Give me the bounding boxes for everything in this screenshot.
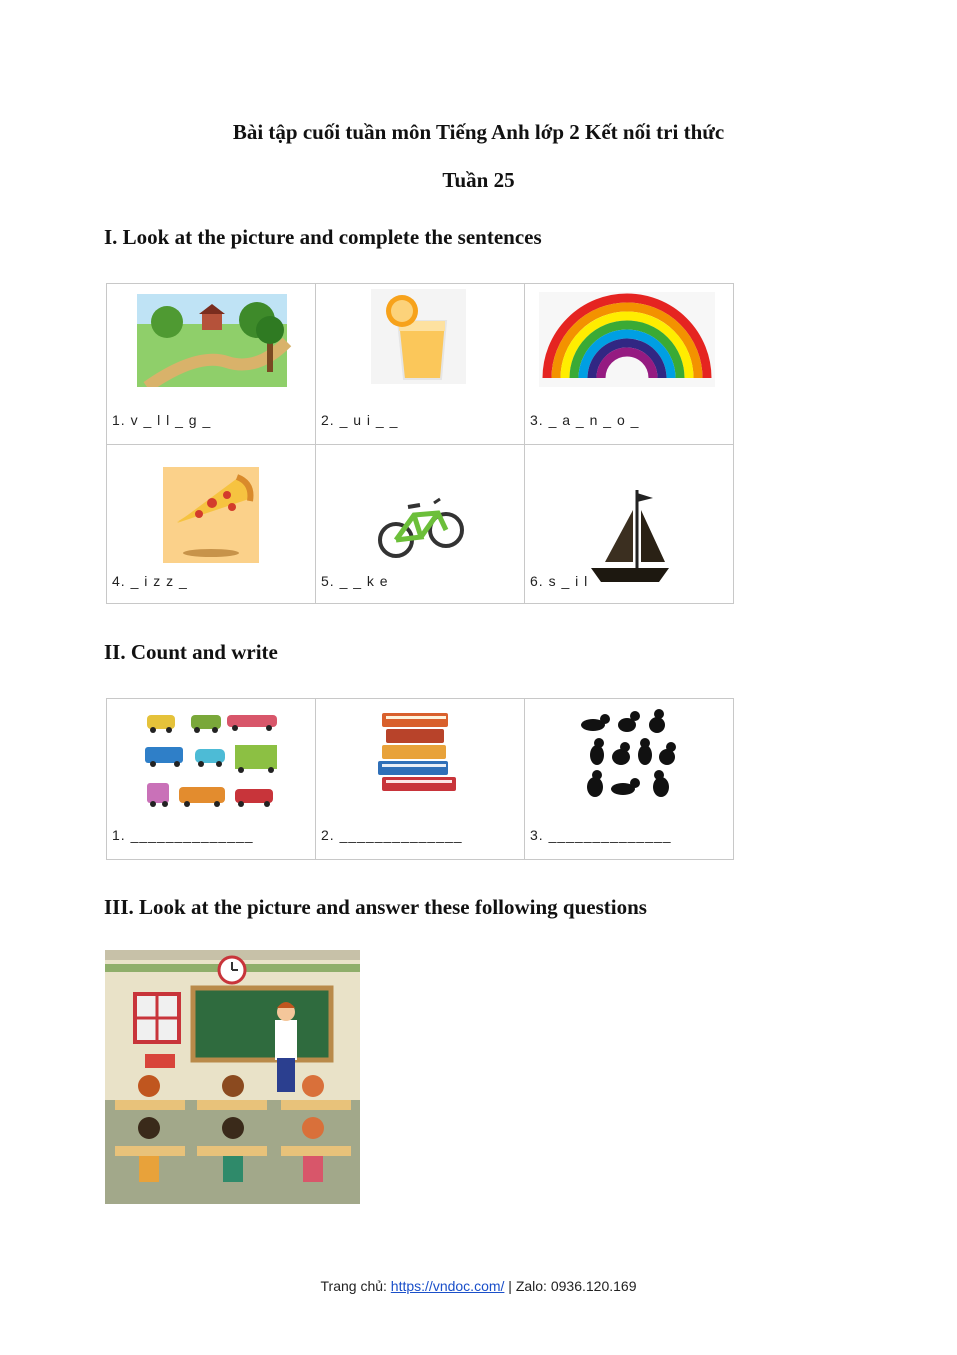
bicycle-picture	[316, 485, 524, 575]
page-subtitle: Tuần 25	[442, 168, 515, 192]
exercise-label: 3. _ a _ n _ o _	[530, 412, 640, 428]
section-2-heading: II. Count and write	[104, 640, 278, 664]
section-2-table	[106, 698, 734, 860]
count-label: 1. ______________	[112, 827, 254, 843]
section-1-table	[106, 283, 734, 604]
count-cell	[525, 699, 734, 860]
section-3-heading: III. Look at the picture and answer these following questions	[104, 895, 647, 919]
count-cell	[316, 699, 525, 860]
page-title: Bài tập cuối tuần môn Tiếng Anh lớp 2 Kết nối tri thức	[232, 120, 725, 144]
village-picture	[107, 292, 315, 387]
count-label: 3. ______________	[530, 827, 672, 843]
exercise-label: 2. _ u i _ _	[321, 412, 399, 428]
exercise-cell	[107, 445, 316, 604]
book-stack-picture	[316, 709, 524, 799]
exercise-cell	[525, 284, 734, 445]
cars-group-picture	[107, 705, 315, 810]
footer-suffix: | Zalo: 0936.120.169	[504, 1278, 637, 1294]
footer-prefix: Trang chủ:	[320, 1278, 391, 1294]
classroom-picture	[105, 950, 360, 1204]
cats-silhouettes-picture	[525, 705, 733, 805]
exercise-cell	[107, 284, 316, 445]
count-label: 2. ______________	[321, 827, 463, 843]
section-1-heading: I. Look at the picture and complete the sentences	[104, 225, 542, 249]
rainbow-picture	[525, 292, 733, 387]
exercise-cell	[316, 445, 525, 604]
exercise-label: 1. v _ l l _ g _	[112, 412, 212, 428]
footer-link[interactable]: https://vndoc.com/	[390, 1278, 505, 1294]
count-cell	[107, 699, 316, 860]
exercise-cell	[316, 284, 525, 445]
footer	[0, 1278, 957, 1294]
exercise-label: 5. _ _ k e	[321, 573, 389, 589]
exercise-cell	[525, 445, 734, 604]
exercise-label: 6. s _ i l	[530, 573, 589, 589]
exercise-label: 4. _ i z z _	[112, 573, 188, 589]
pizza-slice-picture	[107, 467, 315, 567]
juice-glass-picture	[316, 289, 524, 389]
